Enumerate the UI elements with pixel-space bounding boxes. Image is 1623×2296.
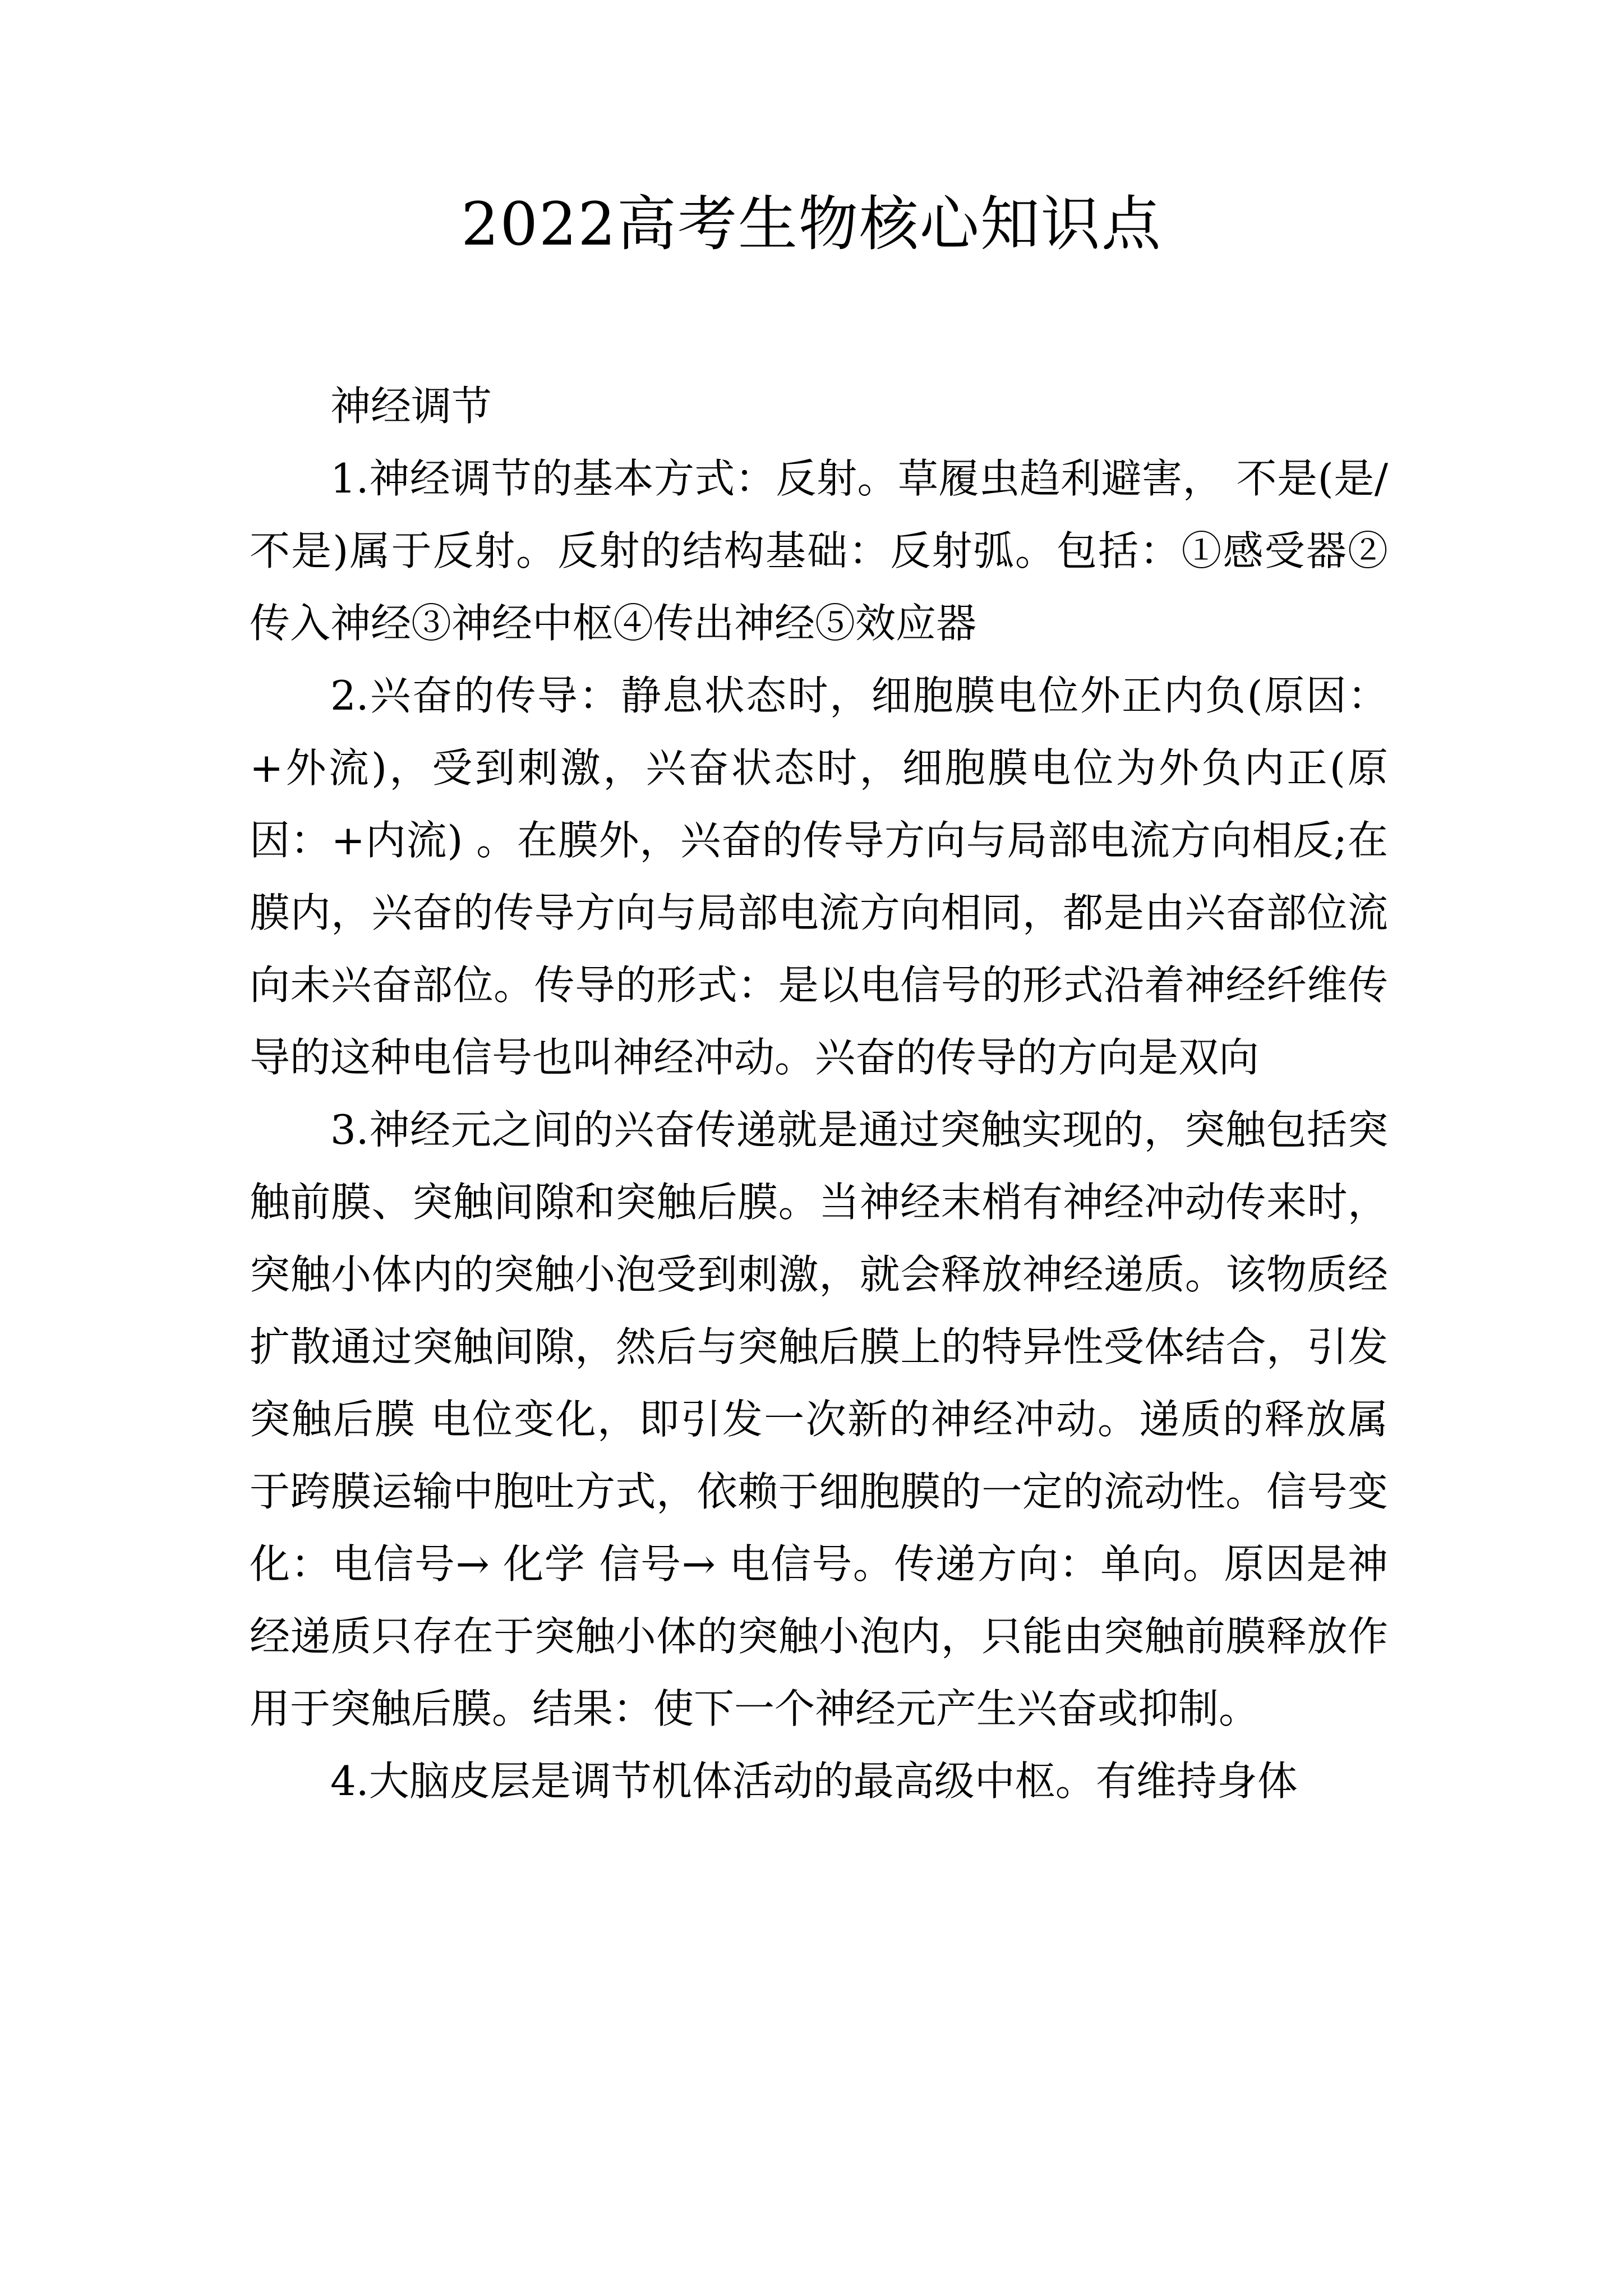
- paragraph-3: 3.神经元之间的兴奋传递就是通过突触实现的，突触包括突触前膜、突触间隙和突触后膜。当神经末梢有神经冲动传来时，突触小体内的突触小泡受到刺激，就会释放神经递质。该物质经扩散通过突触间隙，然后与突触后膜上的特异性受体结合，引发突触后膜 电位变化，即引发一次新的神经冲动。递质的释放属于跨膜运输中胞吐方式，依赖于细胞膜的一定的流动性。信号变化：电信号→ 化学 信号→ 电信号。传递方向：单向。原因是神经递质只存在于突触小体的突触小泡内，只能由突触前膜释放作用于突触后膜。结果：使下一个神经元产生兴奋或抑制。: [250, 1106, 1388, 1732]
- paragraph-2: 2.兴奋的传导：静息状态时，细胞膜电位外正内负(原因：+外流)，受到刺激，兴奋状态时，细胞膜电位为外负内正(原因：+内流) 。在膜外，兴奋的传导方向与局部电流方向相反;在膜内，兴奋的传导方向与局部电流方向相同，都是由兴奋部位流向未兴奋部位。传导的形式：是以电信号的形式沿着神经纤维传导的这种电信号也叫神经冲动。兴奋的传导的方向是双向: [250, 672, 1388, 1081]
- document-title: 2022高考生物核心知识点: [461, 190, 1162, 259]
- section-heading: 神经调节: [330, 383, 492, 430]
- document-body: [250, 370, 1388, 1818]
- paragraph-4: 4.大脑皮层是调节机体活动的最高级中枢。有维持身体: [330, 1757, 1298, 1805]
- paragraph-1: 1.神经调节的基本方式：反射。草履虫趋利避害， 不是(是/不是)属于反射。反射的结构基础：反射弧。包括：①感受器②传入神经③神经中枢④传出神经⑤效应器: [250, 455, 1388, 647]
